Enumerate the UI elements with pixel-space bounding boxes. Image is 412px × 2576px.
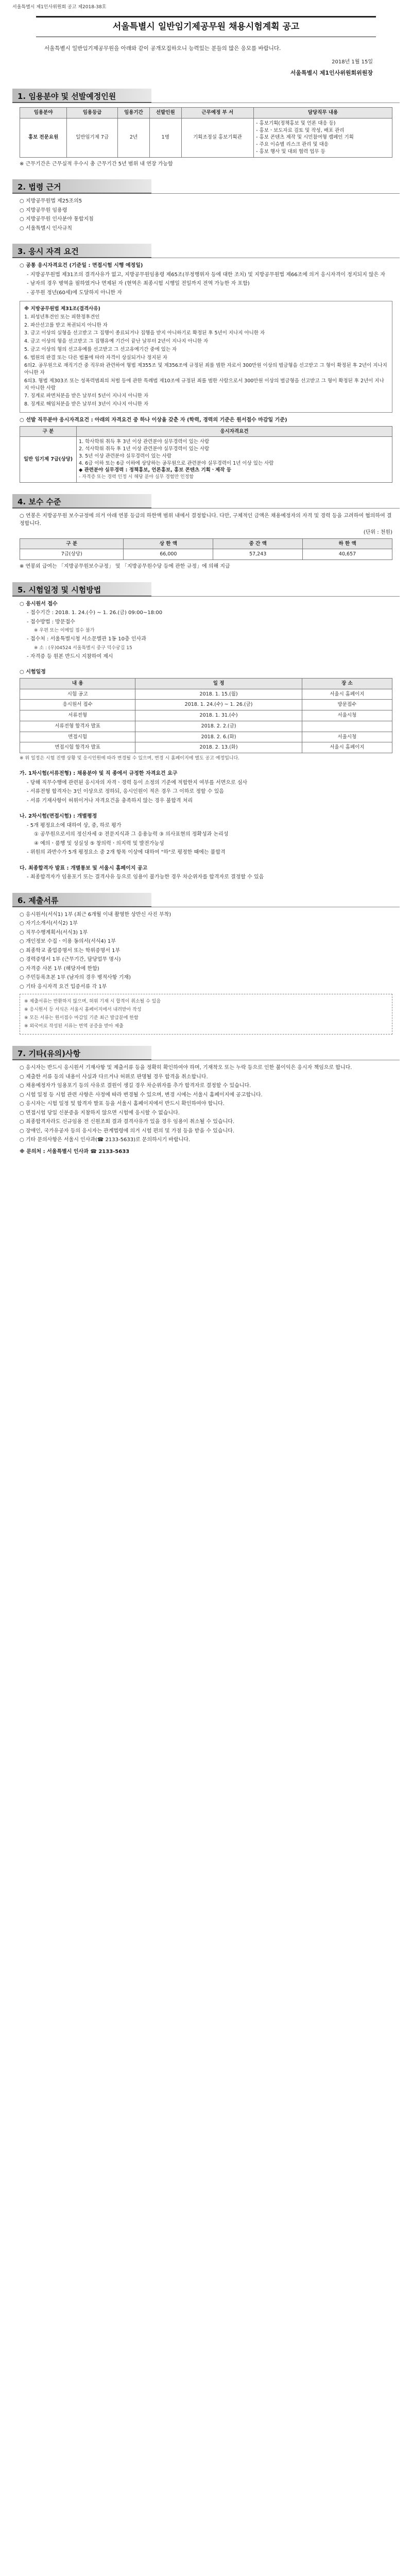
list-item: ○ 자격증 사본 1부 (해당자에 한함): [20, 965, 99, 972]
list-item: ○ 면접시험 당일 신분증을 지참하지 않으면 시험에 응시할 수 없습니다.: [20, 1110, 180, 1116]
list-item: 1. 피성년후견인 또는 피한정후견인: [24, 314, 100, 320]
list-item: ※ 우편 또는 이메일 접수 불가: [34, 628, 95, 634]
list-item: 5. 금고 이상의 형의 선고유예를 선고받고 그 선고유예기간 중에 있는 자: [24, 346, 177, 352]
list-item: - 접수처 : 서울특별시청 서소문별관 1동 10층 인사과: [27, 636, 146, 642]
section-5-heading: 5. 시험일정 및 시험방법: [12, 582, 400, 598]
table-row: 일반 임기제 7급(상당) 1. 학사학위 취득 후 3년 이상 관련분야 실무경력이 있는 사람 2. 석사학위 취득 후 1년 이상 관련분야 실무경력이 있는 사람 3. 5년 이상 관련분야 실무경력이 있는 사람 4. 6급 이하 또는 6급 이하에 상당하는 공무원으로 관련분야 실무경력이 1년 이상 있는 사람 ◆ 관련분야 실무경력 : 정책홍보, 언론홍보, 홍보 콘텐츠 기획ㆍ제작 등 - 자격증 또는 경력 인정 시 해당 분야 실무 경험만 인정함: [20, 437, 392, 483]
list-item: - 5개 평정요소에 대하여 상, 중, 하로 평가: [27, 822, 122, 828]
list-item: - 최종합격자가 임용포기 또는 결격사유 등으로 임용이 불가능한 경우 차순위자를 합격자로 결정할 수 있음: [27, 874, 264, 880]
table-row: 시험 공고 2018. 1. 15.(월) 서울시 홈페이지: [20, 689, 392, 700]
table-row: 서류전형 2018. 1. 31.(수) 서울시청: [20, 710, 392, 721]
list-item: ○ 채용예정자가 임용포기 등의 사유로 결원이 생길 경우 차순위자를 추가 합격자로 결정할 수 있습니다.: [20, 1083, 251, 1089]
list-item: - 접수방법 : 방문접수: [27, 619, 75, 625]
period-note: ※ 근무기간은 근무실적 우수시 총 근무기간 5년 범위 내 연장 가능함: [20, 161, 173, 167]
list-item: - 당해 직무수행에 관련된 응시자의 자격ㆍ경력 등이 소정의 기준에 적합한지 여부를 서면으로 심사: [27, 779, 248, 786]
documents-block: [20, 911, 392, 1035]
unit-label: (단위 : 천원): [363, 530, 392, 536]
specific-requirements: ○ 선발 직무분야 응시자격요건 : 아래의 자격요건 중 하나 이상을 갖춘 자 (학력, 경력의 기준은 원서접수 마감일 기준) 구 분 응시자격요건 일반 임기제 7급(상당) 1. 학사학위 취득 후 3년 이상 관련분야 실무경력이 있는 사람 2. 석사학위 취득 후 1년 이상 관련분야 실무경력이 있는 사람 3. 5년 이상 관련분야 실무경력이 있는 사람 4. 6급 이하 또는 6급 이하에 상당하는 공무원으로 관련분야 실무경력이 1년 이상 있는 사람 ◆ 관련분야 실무경력 : 정책홍보, 언론홍보, 홍보 콘텐츠 기획ㆍ제작 등 - 자격증 또는 경력 인정 시 해당 분야 실무 경험만 인정함: [20, 417, 392, 483]
table-row: 응시원서 접수 2018. 1. 24.(수) ~ 1. 26.(금) 방문접수: [20, 700, 392, 710]
title-box: [36, 16, 376, 37]
list-item: ○ 직무수행계획서(서식3) 1부: [20, 929, 88, 936]
announcement-number: 서울특별시 제1인사위원회 공고 제2018-38호: [12, 5, 107, 10]
col-period: 임용기간: [118, 107, 150, 118]
col-grade: 임용등급: [67, 107, 118, 118]
list-item: ○ 제출한 서류 등의 내용이 사실과 다르거나 허위로 판명될 경우 합격을 취소합니다.: [20, 1074, 208, 1080]
recruitment-table: [20, 107, 392, 158]
requirements-table: 구 분 응시자격요건 일반 임기제 7급(상당) 1. 학사학위 취득 후 3년 이상 관련분야 실무경력이 있는 사람 2. 석사학위 취득 후 1년 이상 관련분야 실무경력이 있는 사람 3. 5년 이상 관련분야 실무경력이 있는 사람 4. 6급 이하 또는 6급 이하에 상당하는 공무원으로 관련분야 실무경력이 1년 이상 있는 사람 ◆ 관련분야 실무경력 : 정책홍보, 언론홍보, 홍보 콘텐츠 기획ㆍ제작 등 - 자격증 또는 경력 인정 시 해당 분야 실무 경험만 인정함: [20, 426, 392, 483]
section-7-heading: 7. 기타(유의)사항: [12, 1046, 400, 1061]
table-row: 면접시험 2018. 2. 6.(화) 서울시청: [20, 732, 392, 742]
list-item: - 자격증 등 원본 반드시 지참하여 제시: [27, 653, 113, 659]
table-row: 7급(상당) 66,000 57,243 40,657: [20, 549, 392, 560]
section-4-heading: 4. 보수 수준: [12, 494, 400, 510]
list-item: ○ 지방공무원 인사분야 통합지침: [20, 216, 94, 223]
col-dept: 근무예정 부 서: [181, 107, 253, 118]
list-item: ○ 기타 문의사항은 서울시 인사과(☎ 2133-5633)로 문의하시기 바랍니다.: [20, 1137, 191, 1143]
list-item: 6의3. 형법 제303조 또는 성폭력범죄의 처벌 등에 관한 특례법 제10조에 규정된 죄를 범한 사람으로서 300만원 이상의 벌금형을 선고받고 그 형이 확정된 후 2년이 지나지 아니한 사람: [24, 378, 384, 391]
list-item: ○ 응시자는 반드시 응시원서 기재사항 및 제출서류 등을 정확히 확인하여야 하며, 기재착오 또는 누락 등으로 인한 불이익은 응시자 책임으로 합니다.: [20, 1065, 352, 1071]
list-item: ○ 응시자는 시험 일정 및 합격자 발표 등을 서울시 홈페이지에서 반드시 확인하여야 합니다.: [20, 1101, 225, 1107]
list-item: 6. 법원의 판결 또는 다른 법률에 따라 자격이 상실되거나 정지된 자: [24, 354, 167, 361]
issuing-org: 서울특별시 제1인사위원회위원장: [290, 70, 373, 77]
section-2-heading: 2. 법령 근거: [12, 179, 400, 195]
signature-block: [39, 59, 373, 77]
law-list: [20, 198, 392, 232]
list-item: ○ 주민등록초본 1부 (남자의 경우 병적사항 기재): [20, 975, 131, 981]
table-row: 홍보 전문요원 일반임기제 7급 2년 1명 기획조정실 홍보기획관 - 홍보기획(정책홍보 및 언론 대응 등) - 홍보ㆍ보도자료 검토 및 작성, 배포 관리 - 홍보 콘텐츠 제작 및 시민참여형 캠페인 기획 - 주요 이슈별 리스크 관리 및 대응 - 홍보 행사 및 대외 협력 업무 등: [20, 118, 392, 157]
list-item: ○ 최종학교 졸업증명서 또는 학위증명서 1부: [20, 947, 121, 954]
list-item: - 남자의 경우 병역을 필하였거나 면제된 자 (현역은 최종시험 시행일 전일까지 전역 가능한 자 포함): [27, 281, 250, 287]
list-item: ○ 시험 일정 등 시험 관련 사항은 사정에 따라 변경될 수 있으며, 변경 시에는 서울시 홈페이지에 공고합니다.: [20, 1092, 263, 1098]
list-item: ○ 지방공무원 임용령: [20, 207, 67, 213]
section-1-heading: 1. 임용분야 및 선발예정인원: [12, 89, 400, 104]
col-count: 선발인원: [149, 107, 181, 118]
table-row: 면접시험 합격자 발표 2018. 2. 13.(화) 서울시 홈페이지: [20, 742, 392, 753]
common-requirements: ○ 공통 응시자격요건 (기준일 : 면접시험 시행 예정일) - 지방공무원법 제31조의 결격사유가 없고, 지방공무원임용령 제65조(부정행위자 등에 대한 조치) 및 지방공무원법 제66조에 의거 응시자격이 정지되지 않은 자 - 남자의 경우 병역을 필하였거나 면제된 자 (현역은 최종시험 시행일 전일까지 전역 가능한 자 포함) - 공무원 정년(60세)에 도달하지 아니한 자: [20, 262, 392, 297]
salary-table: 구 분 상 한 액 중 간 액 하 한 액 7급(상당) 66,000 57,243 40,657: [20, 538, 392, 561]
list-item: 2. 파산선고를 받고 복권되지 아니한 자: [24, 322, 108, 328]
list-item: - 서류전형 합격자는 3인 이상으로 정하되, 응시인원이 적은 경우 그 이하로 정할 수 있음: [27, 789, 224, 795]
intro-text: 서울특별시 일반임기제공무원을 아래와 같이 공개모집하오니 능력있는 분들의 많은 응모를 바랍니다.: [44, 45, 281, 52]
duties-cell: - 홍보기획(정책홍보 및 언론 대응 등) - 홍보ㆍ보도자료 검토 및 작성, 배포 관리 - 홍보 콘텐츠 제작 및 시민참여형 캠페인 기획 - 주요 이슈별 리스크 관리 및 대응 - 홍보 행사 및 대외 협력 업무 등: [254, 118, 392, 157]
application-block: ○ 응시원서 접수 - 접수기간 : 2018. 1. 24.(수) ~ 1. 26.(금) 09:00~18:00 - 접수방법 : 방문접수 ※ 우편 또는 이메일 접수 불가 - 접수처 : 서울특별시청 서소문별관 1동 10층 인사과 ※ 소 : (우)04524 서울특별시 중구 덕수궁길 15 - 자격증 등 원본 반드시 지참하여 제시 ○ 시험일정 내 용 일 정 장 소 시험 공고 2018. 1. 15.(월) 서울시 홈페이지 응시원서 접수 2018. 1. 24.(수) ~ 1. 26.(금) 방문접수 서류전형 2018. 1. 31.(수) 서울시청 서류전형 합격자 발표 2018. 2. 2.(금) 면접시험 2018. 2. 6.(화) 서울시청 면접시험 합격자 발표 2018. 2. 13.(화) 서울시 홈페이지 ※ 위 일정은 시험 진행 상황 및 응시인원에 따라 변경될 수 있으며, 변경 시 홈페이지에 별도 공고 예정입니다. 가. 1차시험(서류전형) : 채용분야 및 직 종에서 규정한 자격요건 요구 - 당해 직무수행에 관련된 응시자의 자격ㆍ경력 등이 소정의 기준에 적합한지 여부를 서면으로 심사 - 서류전형 합격자는 3인 이상으로 정하되, 응시인원이 적은 경우 그 이하로 정할 수 있음 - 서류 기재사항이 허위이거나 자격요건을 충족하지 않는 경우 불합격 처리 나. 2차시험(면접시험) : 개별평정 - 5개 평정요소에 대하여 상, 중, 하로 평가 ① 공무원으로서의 정신자세 ② 전문지식과 그 응용능력 ③ 의사표현의 정확성과 논리성 ④ 예의ㆍ품행 및 성실성 ⑤ 창의력ㆍ의지력 및 발전가능성 - 위원의 과반수가 5개 평정요소 중 2개 항목 이상에 대하여 "하"로 평정한 때에는 불합격 다. 최종합격자 발표 : 개별통보 및 서울시 홈페이지 공고 - 최종합격자가 임용포기 또는 결격사유 등으로 임용이 불가능한 경우 차순위자를 합격자로 결정할 수 있음: [20, 601, 392, 882]
recruitment-table-wrap: [20, 107, 392, 168]
col-duties: 담당직무 내용: [254, 107, 392, 118]
col-field: 임용분야: [20, 107, 67, 118]
section-3-heading: 3. 응시 자격 요건: [12, 244, 400, 259]
section-6-heading: 6. 제출서류: [12, 893, 400, 908]
list-item: ○ 최종합격자라도 신규임용 전 신원조회 결과 결격사유가 있을 경우 임용이 취소될 수 있습니다.: [20, 1119, 235, 1125]
page-title: 서울특별시 일반임기제공무원 채용시험계획 공고: [112, 22, 300, 32]
list-item: ○ 경력증명서 1부 (근무기간, 담당업무 명시): [20, 957, 121, 963]
list-item: ○ 자기소개서(서식2) 1부: [20, 921, 78, 927]
list-item: 3. 금고 이상의 실형을 선고받고 그 집행이 종료되거나 집행을 받지 아니하기로 확정된 후 5년이 지나지 아니한 자: [24, 330, 265, 336]
disqualification-box: ※ 지방공무원법 제31조(결격사유) 1. 피성년후견인 또는 피한정후견인 2. 파산선고를 받고 복권되지 아니한 자 3. 금고 이상의 실형을 선고받고 그 집행이 종료되거나 집행을 받지 아니하기로 확정된 후 5년이 지나지 아니한 자 4. 금고 이상의 형을 선고받고 그 집행유예 기간이 끝난 날부터 2년이 지나지 아니한 자 5. 금고 이상의 형의 선고유예를 선고받고 그 선고유예기간 중에 있는 자 6. 법원의 판결 또는 다른 법률에 따라 자격이 상실되거나 정지된 자 6의2. 공무원으로 재직기간 중 직무와 관련하여 형법 제355조 및 제356조에 규정된 죄를 범한 자로서 300만원 이상의 벌금형을 선고받고 그 형이 확정된 후 2년이 지나지 아니한 자 6의3. 형법 제303조 또는 성폭력범죄의 처벌 등에 관한 특례법 제10조에 규정된 죄를 범한 사람으로서 300만원 이상의 벌금형을 선고받고 그 형이 확정된 후 2년이 지나지 아니한 사람 7. 징계로 파면처분을 받은 날부터 5년이 지나지 아니한 자 8. 징계로 해임처분을 받은 날부터 3년이 지나지 아니한 자: [20, 301, 392, 413]
list-item: ④ 예의ㆍ품행 및 성실성 ⑤ 창의력ㆍ의지력 및 발전가능성: [34, 840, 164, 846]
notices-block: [20, 1064, 392, 1156]
list-item: ○ 지방공무원법 제25조의5: [20, 198, 82, 205]
list-item: - 접수기간 : 2018. 1. 24.(수) ~ 1. 26.(금) 09:00~18:00: [27, 610, 163, 616]
list-item: ○ 장애인, 국가유공자 등의 응시자는 관계법령에 의거 시험 편의 및 가점 등을 받을 수 있습니다.: [20, 1128, 235, 1134]
list-item: ○ 기타 응시자격 요건 입증서류 각 1부: [20, 984, 107, 990]
list-item: ○ 응시원서(서식1) 1부 (최근 6개월 이내 촬영한 상반신 사진 부착): [20, 911, 171, 918]
list-item: ○ 개인정보 수집ㆍ이용 동의서(서식4) 1부: [20, 939, 116, 945]
documents-notes: ※ 제출서류는 반환하지 않으며, 허위 기재 시 합격이 취소될 수 있음 ※ 응시원서 등 서식은 서울시 홈페이지에서 내려받아 작성 ※ 모든 서류는 원서접수 마감일 기준 최근 발급분에 한함 ※ 외국어로 작성된 서류는 번역 공증을 받아 제출: [20, 994, 392, 1035]
list-item: 7. 징계로 파면처분을 받은 날부터 5년이 지나지 아니한 자: [24, 393, 149, 399]
list-item: ※ 소 : (우)04524 서울특별시 중구 덕수궁길 15: [34, 645, 132, 651]
list-item: ○ 서울특별시 인사규칙: [20, 225, 73, 231]
list-item: 4. 금고 이상의 형을 선고받고 그 집행유예 기간이 끝난 날부터 2년이 지나지 아니한 자: [24, 338, 209, 345]
list-item: - 지방공무원법 제31조의 결격사유가 없고, 지방공무원임용령 제65조(부정행위자 등에 대한 조치) 및 지방공무원법 제66조에 의거 응시자격이 정지되지 않은 자: [27, 272, 386, 278]
list-item: 8. 징계로 해임처분을 받은 날부터 3년이 지나지 아니한 자: [24, 401, 149, 408]
announcement-date: 2018년 1월 15일: [332, 59, 373, 65]
contact-info: ※ 문의처 : 서울특별시 인사과 ☎ 2133-5633: [20, 1148, 130, 1155]
list-item: - 공무원 정년(60세)에 도달하지 아니한 자: [27, 290, 122, 296]
list-item: 6의2. 공무원으로 재직기간 중 직무와 관련하여 형법 제355조 및 제356조에 규정된 죄를 범한 자로서 300만원 이상의 벌금형을 선고받고 그 형이 확정된 후 2년이 지나지 아니한 자: [24, 363, 387, 376]
table-row: 서류전형 합격자 발표 2018. 2. 2.(금): [20, 721, 392, 732]
list-item: ① 공무원으로서의 정신자세 ② 전문지식과 그 응용능력 ③ 의사표현의 정확성과 논리성: [34, 832, 229, 838]
list-item: - 위원의 과반수가 5개 평정요소 중 2개 항목 이상에 대하여 "하"로 평정한 때에는 불합격: [27, 850, 226, 856]
list-item: - 서류 기재사항이 허위이거나 자격요건을 충족하지 않는 경우 불합격 처리: [27, 798, 193, 804]
schedule-table: 내 용 일 정 장 소 시험 공고 2018. 1. 15.(월) 서울시 홈페이지 응시원서 접수 2018. 1. 24.(수) ~ 1. 26.(금) 방문접수 서류전형 2018. 1. 31.(수) 서울시청 서류전형 합격자 발표 2018. 2. 2.(금) 면접시험 2018. 2. 6.(화) 서울시청 면접시험 합격자 발표 2018. 2. 13.(화) 서울시 홈페이지: [20, 678, 392, 753]
salary-block: ○ 연봉은 지방공무원 보수규정에 의거 아래 연봉 등급의 하한액 범위 내에서 결정합니다. 다만, 구체적인 금액은 채용예정자의 자격 및 경력 등을 고려하여 협의하여 결정합니다. (단위 : 천원) 구 분 상 한 액 중 간 액 하 한 액 7급(상당) 66,000 57,243 40,657 ※ 연봉외 급여는 「지방공무원보수규정」 및 「지방공무원수당 등에 관한 규정」에 의해 지급: [20, 513, 392, 570]
